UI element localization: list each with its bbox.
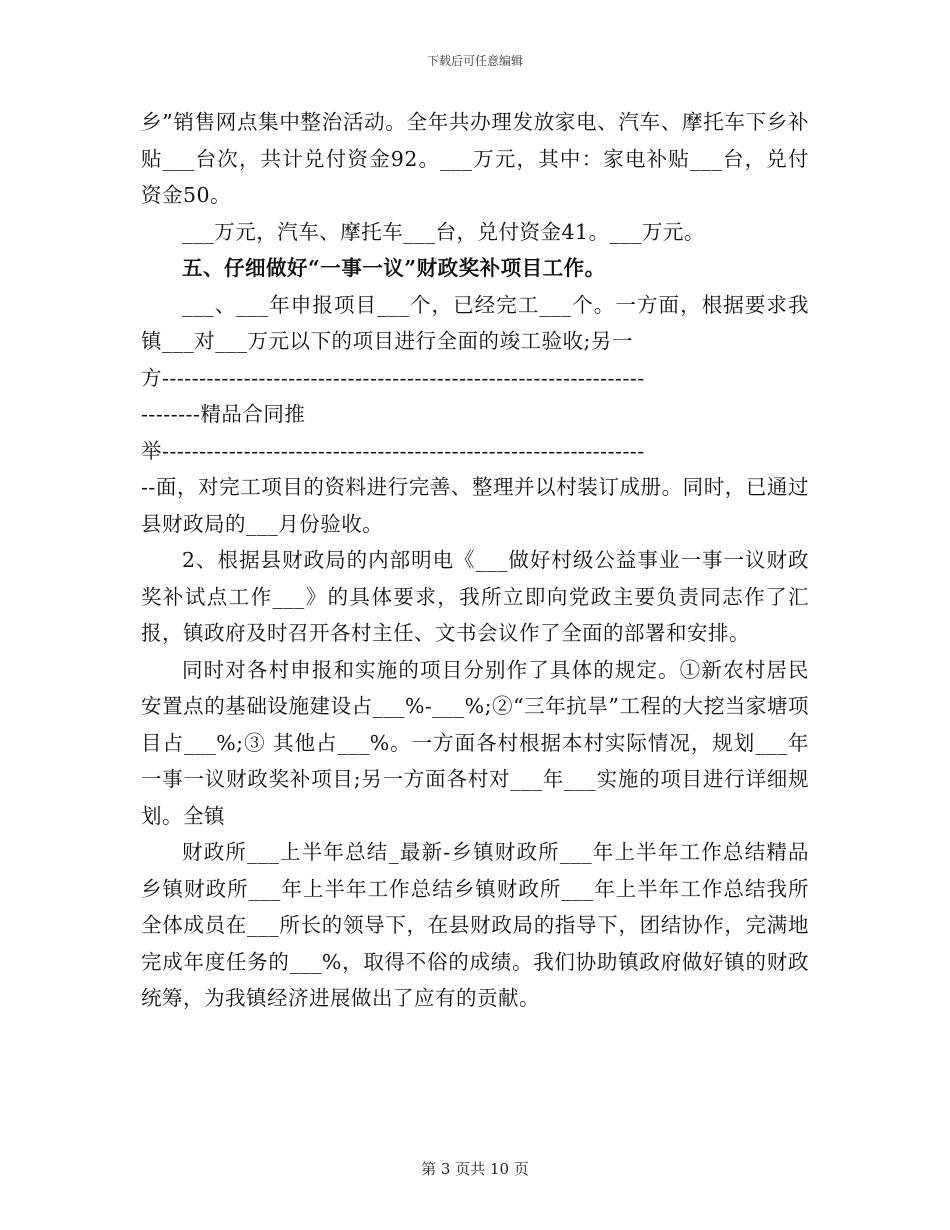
paragraph-1: 乡”销售网点集中整治活动。全年共办理发放家电、汽车、摩托车下乡补贴___台次，共计兑付资金92。___万元，其中：家电补贴___台，兑付资金50。: [141, 110, 809, 207]
dash-line-1: 方-----------------------------------------------------------------: [141, 365, 645, 390]
document-body: [141, 104, 809, 1017]
paragraph-4: --面，对完工项目的资料进行完善、整理并以村装订成册。同时，已通过县财政局的___月份验收。: [141, 475, 809, 536]
paragraph-3: ___、___年申报项目___个，已经完工___个。一方面，根据要求我镇___对___万元以下的项目进行全面的竣工验收;另一: [141, 292, 809, 353]
dash-line-2: --------精品合同推: [141, 402, 306, 426]
dash-line-3: 举-----------------------------------------------------------------: [141, 438, 645, 463]
paragraph-6: 同时对各村申报和实施的项目分别作了具体的规定。①新农村居民安置点的基础设施建设占___%-___%;②“三年抗旱”工程的大挖当家塘项目占___%;③ 其他占___%。一方面各村根据本村实际情况，规划___年一事一议财政奖补项目;另一方面各村对___年___实施的项目进行详细规划。全镇: [141, 657, 809, 828]
paragraph-7: 财政所___上半年总结_最新-乡镇财政所___年上半年工作总结精品乡镇财政所___年上半年工作总结乡镇财政所___年上半年工作总结我所全体成员在___所长的领导下，在县财政局的指导下，团结协作，完满地完成年度任务的___%，取得不俗的成绩。我们协助镇政府做好镇的财政统筹，为我镇经济进展做出了应有的贡献。: [141, 840, 809, 1010]
paragraph-2: ___万元，汽车、摩托车___台，兑付资金41。___万元。: [182, 219, 705, 244]
paragraph-5: 2、根据县财政局的内部明电《___做好村级公益事业一事一议财政奖补试点工作___》的具体要求，我所立即向党政主要负责同志作了汇报，镇政府及时召开各村主任、文书会议作了全面的部署和安排。: [141, 548, 809, 645]
page-header: 下载后可任意编辑: [426, 54, 523, 68]
page-number: 第 3 页共 10 页: [421, 1160, 529, 1178]
section-heading-5: 五、仔细做好“一事一议”财政奖补项目工作。: [182, 256, 606, 280]
